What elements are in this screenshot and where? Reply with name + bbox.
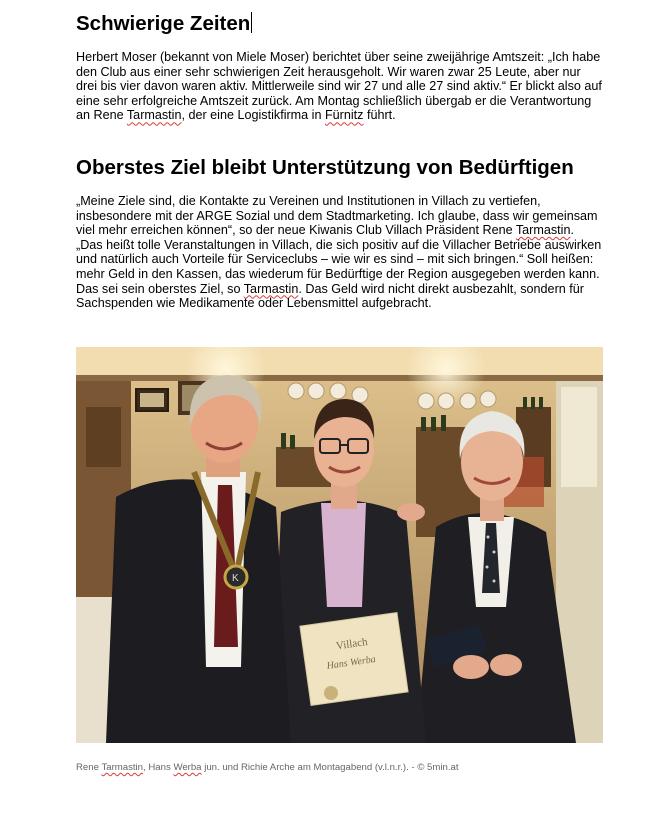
article-title: [76, 12, 252, 36]
photo-caption: [76, 762, 459, 773]
caption-misspelled-name-1: Tarmastin: [101, 762, 144, 773]
goals-paragraph: [76, 194, 604, 311]
caption-text-3: jun. und Richie Arche am Montagabend (v.l.n.r.). - © 5min.at: [201, 762, 459, 773]
para2-text-3: . Das Geld wird nicht direkt ausbezahlt, sondern für Sachspenden wie Medikamente oder Lebensmittel aufgebracht.: [76, 281, 584, 311]
svg-text:K: K: [232, 573, 239, 584]
section-heading: Oberstes Ziel bleibt Unterstützung von Bedürftigen: [76, 156, 574, 179]
para1-text-3: führt.: [363, 108, 396, 123]
caption-text-2: , Hans: [143, 762, 174, 773]
para2-text-2: . „Das heißt tolle Veranstaltungen in Villach, die sich positiv auf die Villacher Betriebe auswirken und natürlich auch Vorteile für Serviceclubs – wie wir es sind – mit sich bringen.“ Soll heißen: mehr Geld in den Kassen, das wiederum für Bedürftige der Region ausgegeben werden kann. Das sei sein oberstes Ziel, so: [76, 223, 602, 296]
para1-text-1: Herbert Moser (bekannt von Miele Moser) berichtet über seine zweijährige Amtszeit: „Ich habe den Club aus einer sehr schwierigen Zeit herausgeholt. Wir waren zwar 25 Leute, aber nur drei bis vier davon waren aktiv. Mittlerweile sind wir 27 und alle 27 sind aktiv.“ Er blickt also auf eine sehr erfolgreiche Amtszeit zurück. Am Montag schließlich übergab er die Verantwortung an Rene: [76, 50, 602, 123]
caption-text-1: Rene: [76, 762, 102, 773]
article-title-text: Schwierige Zeiten: [76, 12, 251, 35]
caption-misspelled-name-2: Werba: [173, 762, 202, 773]
para2-text-1: „Meine Ziele sind, die Kontakte zu Vereinen und Institutionen in Villach zu vertiefen, insbesondere mit der ARGE Sozial und dem Stadtmarketing. Ich glaube, dass wir gemeinsam viel mehr erreichen können“, so der neue Kiwanis Club Villach Präsident Rene: [76, 194, 598, 238]
certificate-name: Hans Werba: [325, 654, 377, 672]
para1-misspelled-name: Tarmastin: [126, 108, 182, 123]
para2-misspelled-name-1: Tarmastin: [515, 223, 571, 238]
text-cursor: [251, 12, 252, 33]
photo-illustration: [76, 347, 603, 743]
para2-misspelled-name-2: Tarmastin: [243, 281, 299, 296]
intro-paragraph: [76, 50, 604, 123]
certificate-heading: Villach: [335, 636, 369, 653]
para1-text-2: , der eine Logistikfirma in: [181, 108, 325, 123]
event-photo[interactable]: [76, 347, 603, 743]
para1-misspelled-place: Fürnitz: [324, 108, 364, 123]
